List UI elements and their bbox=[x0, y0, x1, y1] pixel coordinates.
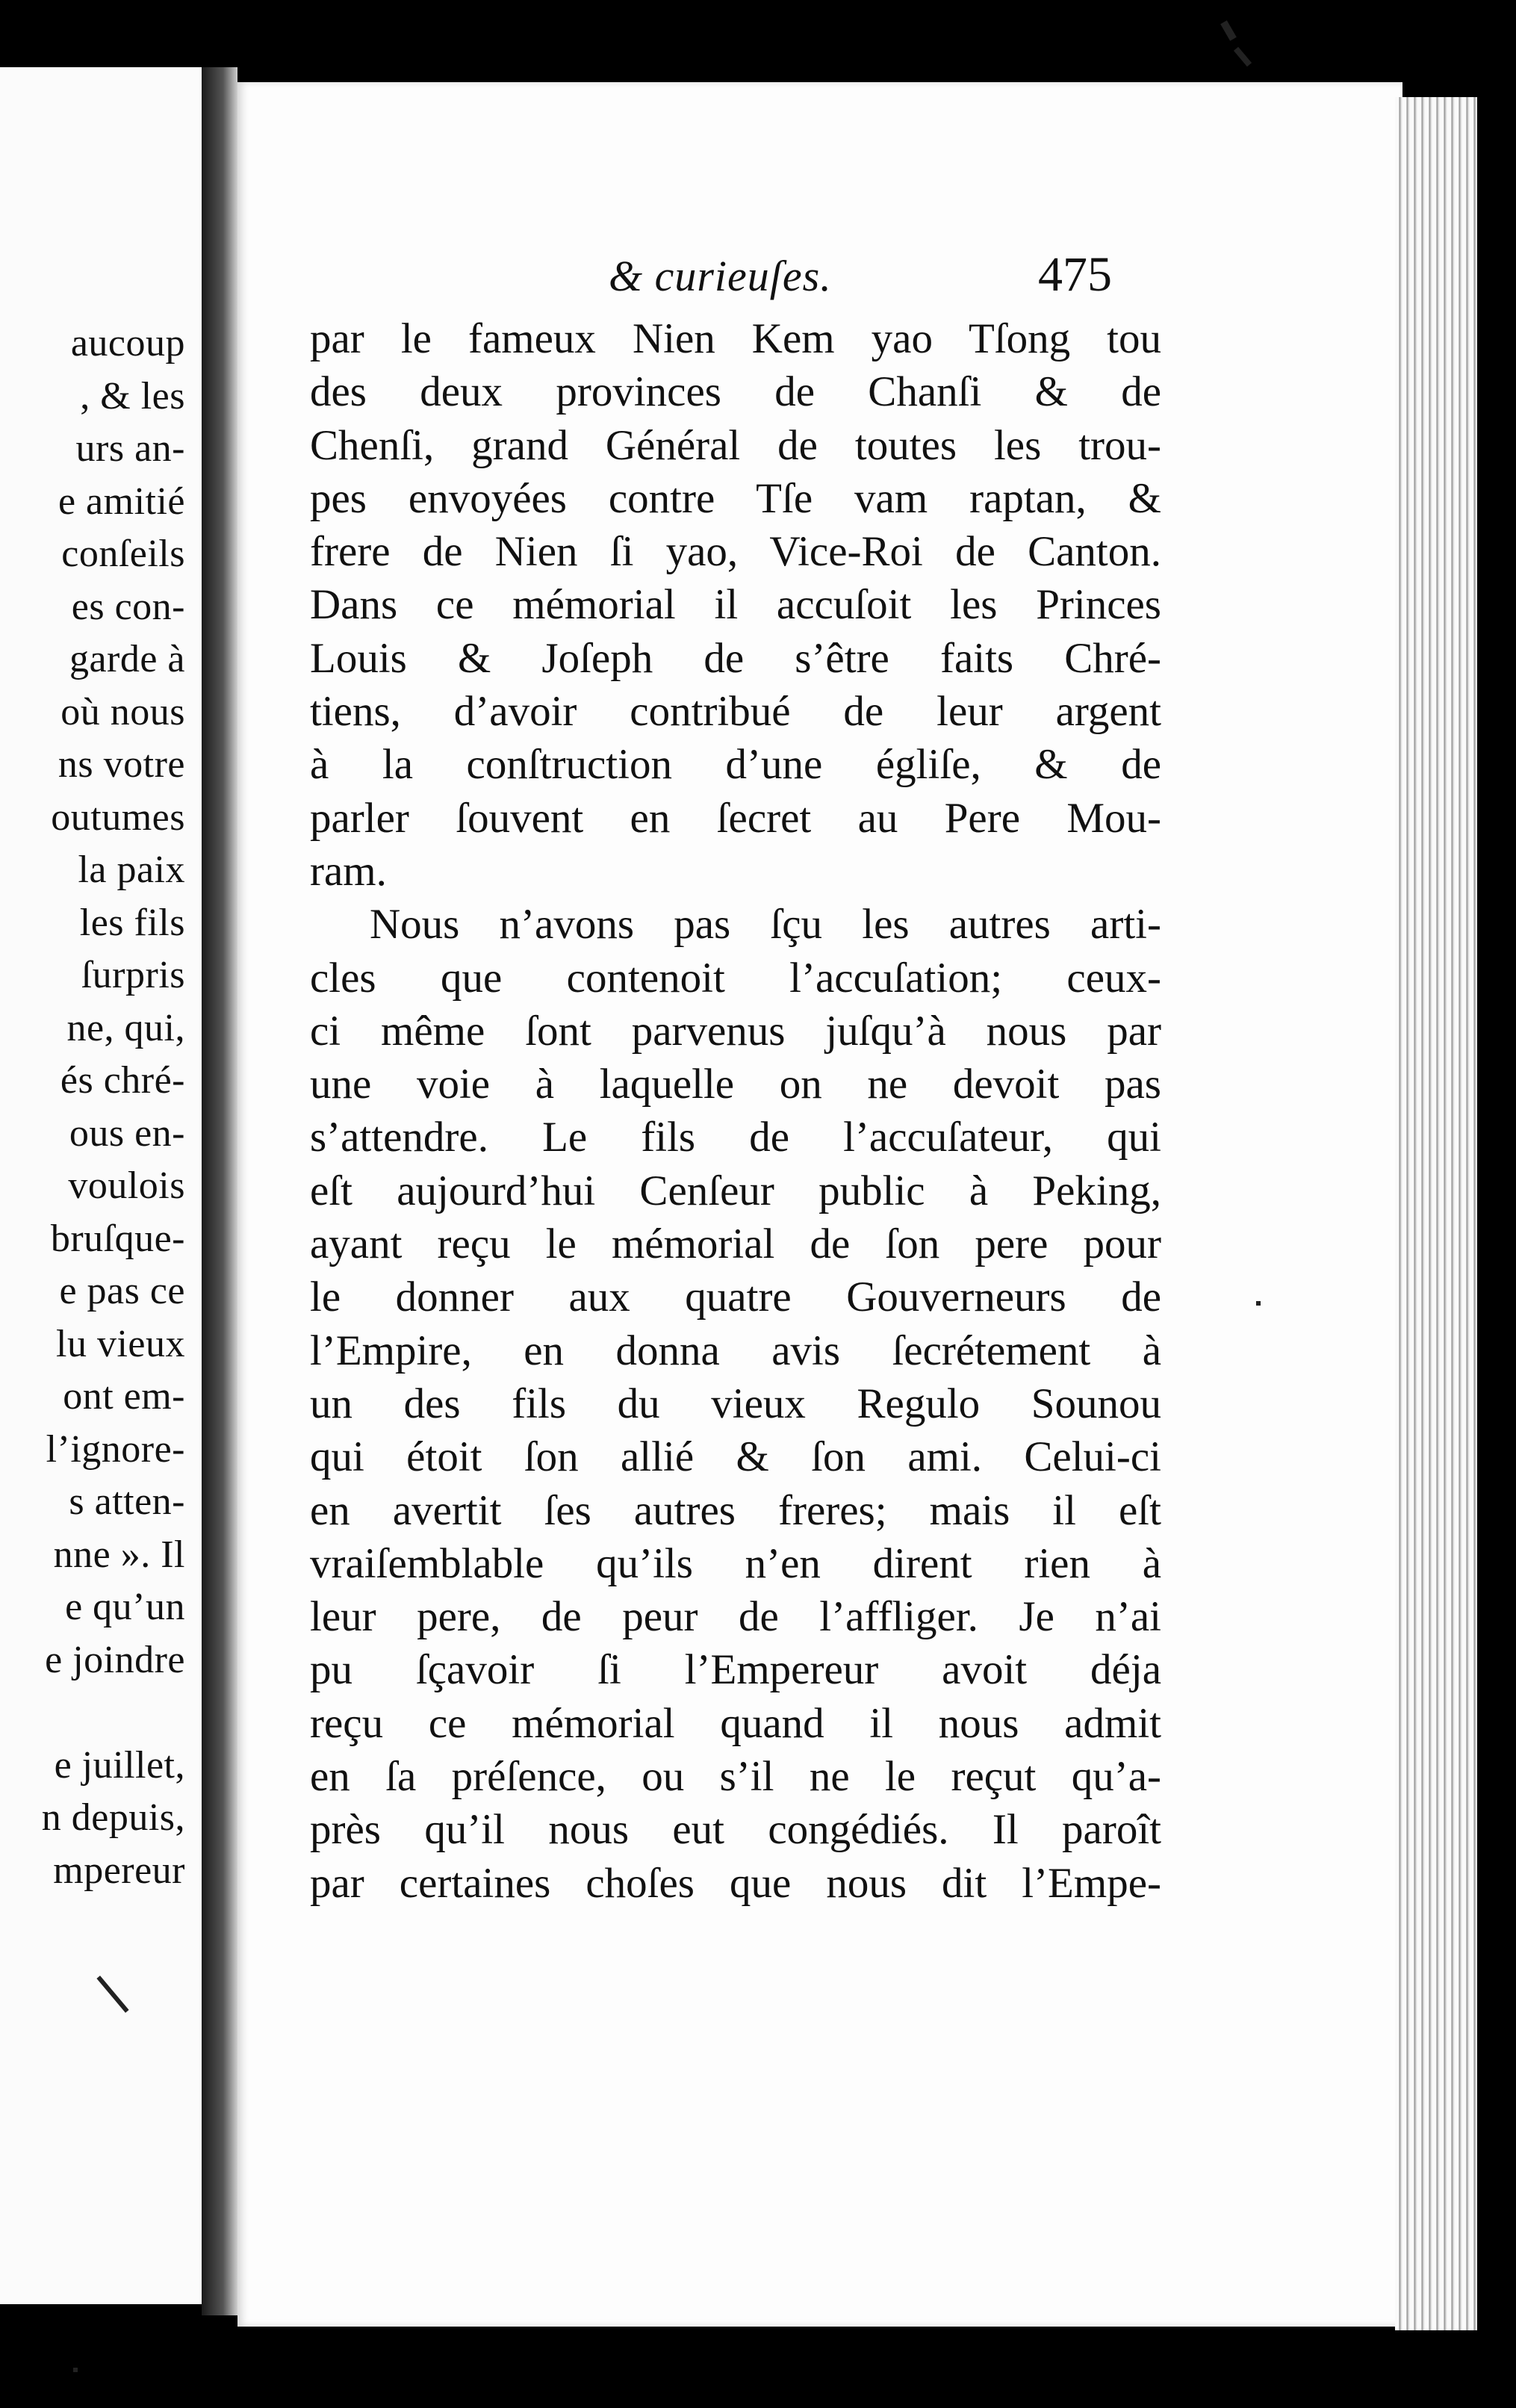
text-line: Chenſi, grand Général de toutes les trou- bbox=[310, 421, 1161, 469]
left-line: urs an- bbox=[75, 427, 185, 470]
left-line: e juillet, bbox=[54, 1743, 185, 1787]
text-line: eſt aujourd’hui Cenſeur public à Peking, bbox=[310, 1167, 1161, 1214]
text-line: ayant reçu le mémorial de ſon pere pour bbox=[310, 1220, 1161, 1268]
left-line: voulois bbox=[68, 1164, 185, 1207]
text-line: pes envoyées contre Tſe vam raptan, & bbox=[310, 474, 1161, 522]
text-line: un des fils du vieux Regulo Sounou bbox=[310, 1380, 1161, 1427]
text-line: des deux provinces de Chanſi & de bbox=[310, 368, 1161, 416]
text-line: cles que contenoit l’accuſation; ceux- bbox=[310, 954, 1161, 1002]
text-line: l’Empire, en donna avis ſecrétement à bbox=[310, 1326, 1161, 1374]
left-line: aucoup bbox=[70, 322, 185, 364]
page-number: 475 bbox=[1038, 247, 1112, 302]
left-line: és chré- bbox=[60, 1059, 185, 1102]
left-line: e amitié bbox=[58, 480, 185, 523]
ink-speck bbox=[1256, 1301, 1261, 1306]
left-line: n depuis, bbox=[41, 1796, 185, 1839]
body-text bbox=[310, 312, 1161, 1910]
text-line: par certaines choſes que nous dit l’Empe- bbox=[310, 1859, 1161, 1907]
left-line: es con- bbox=[71, 585, 185, 628]
ink-speck bbox=[1220, 20, 1237, 41]
left-line: ſurpris bbox=[81, 954, 185, 996]
text-line: parler ſouvent en ſecret au Pere Mou- bbox=[310, 794, 1161, 842]
left-line: bruſque- bbox=[50, 1217, 185, 1260]
text-line: Louis & Joſeph de s’être faits Chré- bbox=[310, 634, 1161, 682]
left-line: où nous bbox=[60, 690, 185, 733]
text-line: frere de Nien ſi yao, Vice-Roi de Canton. bbox=[310, 528, 1161, 576]
book-gutter bbox=[202, 67, 237, 2315]
text-line: en ſa préſence, ou s’il ne le reçut qu’a- bbox=[310, 1753, 1161, 1801]
text-line: ci même ſont parvenus juſqu’à nous par bbox=[310, 1007, 1161, 1055]
text-line: ram. bbox=[310, 847, 387, 895]
left-line: conſeils bbox=[61, 533, 185, 575]
left-line: nne ». Il bbox=[53, 1533, 185, 1576]
left-line bbox=[0, 1686, 185, 1740]
text-line: reçu ce mémorial quand il nous admit bbox=[310, 1699, 1161, 1747]
left-line: ous en- bbox=[69, 1111, 185, 1155]
text-line: près qu’il nous eut congédiés. Il paroît bbox=[310, 1806, 1161, 1854]
left-line: ne, qui, bbox=[66, 1006, 185, 1049]
left-line: e joindre bbox=[45, 1638, 185, 1681]
left-line: e pas ce bbox=[59, 1270, 185, 1312]
left-line: garde à bbox=[69, 638, 185, 680]
text-line: leur pere, de peur de l’affliger. Je n’ai bbox=[310, 1593, 1161, 1641]
text-line: le donner aux quatre Gouverneurs de bbox=[310, 1273, 1161, 1321]
left-line: ns votre bbox=[58, 743, 185, 786]
left-line: , & les bbox=[80, 374, 185, 418]
text-line: vraiſemblable qu’ils n’en dirent rien à bbox=[310, 1539, 1161, 1587]
page-edge-stack bbox=[1395, 97, 1477, 2330]
left-line: les fils bbox=[79, 901, 185, 944]
text-line: pu ſçavoir ſi l’Empereur avoit déja bbox=[310, 1646, 1161, 1694]
text-line: Dans ce mémorial il accuſoit les Princes bbox=[310, 581, 1161, 629]
paragraph-start-line: Nous n’avons pas ſçu les autres arti- bbox=[370, 901, 1161, 949]
text-line: s’attendre. Le fils de l’accuſateur, qui bbox=[310, 1114, 1161, 1161]
left-line: ont em- bbox=[63, 1375, 185, 1418]
text-line: une voie à laquelle on ne devoit pas bbox=[310, 1061, 1161, 1108]
left-line: mpereur bbox=[53, 1849, 185, 1892]
left-line: lu vieux bbox=[56, 1322, 185, 1365]
ink-speck bbox=[1234, 47, 1252, 67]
text-line: qui étoit ſon allié & ſon ami. Celui-ci bbox=[310, 1433, 1161, 1481]
text-line: en avertit ſes autres freres; mais il eſt bbox=[310, 1486, 1161, 1534]
left-line: la paix bbox=[78, 848, 185, 891]
left-line: s atten- bbox=[69, 1480, 185, 1523]
text-line: par le fameux Nien Kem yao Tſong tou bbox=[310, 315, 1161, 362]
running-title: & curieuſes. bbox=[609, 252, 832, 300]
left-line: e qu’un bbox=[65, 1586, 185, 1628]
ink-speck bbox=[73, 2368, 78, 2372]
left-line: outumes bbox=[51, 795, 185, 839]
text-line: tiens, d’avoir contribué de leur argent bbox=[310, 688, 1161, 736]
running-head bbox=[0, 157, 1516, 302]
left-line: l’ignore- bbox=[46, 1427, 185, 1471]
left-page-text bbox=[0, 317, 185, 1897]
left-page bbox=[0, 67, 205, 2304]
text-line: à la conſtruction d’une égliſe, & de bbox=[310, 741, 1161, 789]
